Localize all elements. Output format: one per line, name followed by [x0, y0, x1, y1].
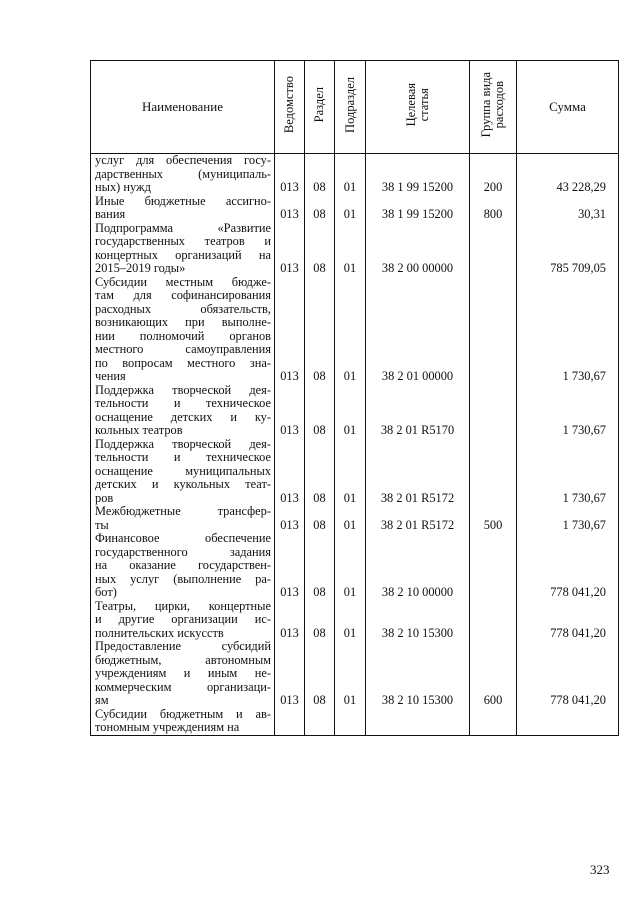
table-row — [91, 532, 619, 600]
row-group: 600 — [470, 640, 517, 708]
row-dept: 013 — [275, 532, 305, 600]
table-header-row — [91, 61, 619, 154]
row-name-line: по вопросам местного зна- — [95, 355, 271, 370]
row-dept: 013 — [275, 600, 305, 641]
row-target: 38 2 01 00000 — [366, 276, 470, 384]
page-number: 323 — [590, 862, 610, 877]
row-subsection — [335, 708, 366, 736]
row-name-line: учреждениям и иным не- — [95, 666, 271, 680]
row-name-line: Поддержка творческой дея- — [95, 382, 271, 397]
row-name — [91, 222, 275, 276]
row-name — [91, 505, 275, 532]
row-subsection: 01 — [335, 600, 366, 641]
header-name: Наименование — [91, 61, 275, 154]
row-name-line: кольных театров — [95, 423, 183, 437]
row-name-line: государственных театров и — [95, 234, 271, 248]
row-dept: 013 — [275, 384, 305, 438]
row-name-line: Субсидии бюджетным и ав- — [95, 706, 271, 721]
row-section: 08 — [305, 222, 335, 276]
row-group: 800 — [470, 195, 517, 222]
table-row — [91, 276, 619, 384]
row-name — [91, 600, 275, 641]
row-target: 38 2 01 R5172 — [366, 438, 470, 506]
row-subsection: 01 — [335, 438, 366, 506]
row-name-line: тельности и техническое — [95, 450, 271, 464]
row-dept: 013 — [275, 195, 305, 222]
row-target: 38 2 01 R5170 — [366, 384, 470, 438]
row-section: 08 — [305, 384, 335, 438]
row-sum: 785 709,05 — [517, 222, 619, 276]
row-group — [470, 600, 517, 641]
row-name-line: государственного задания — [95, 544, 271, 559]
row-section — [305, 708, 335, 736]
row-name-line: Театры, цирки, концертные — [95, 598, 271, 613]
row-name-line: Подпрограмма «Развитие — [95, 220, 271, 235]
table-row — [91, 600, 619, 641]
row-subsection: 01 — [335, 505, 366, 532]
row-sum: 778 041,20 — [517, 600, 619, 641]
row-sum: 778 041,20 — [517, 640, 619, 708]
row-name-line: дарственных (муниципаль- — [95, 166, 271, 181]
row-section: 08 — [305, 438, 335, 506]
row-target: 38 2 00 00000 — [366, 222, 470, 276]
row-sum: 1 730,67 — [517, 276, 619, 384]
row-name-line: ров — [95, 490, 114, 505]
table-row — [91, 384, 619, 438]
row-name-line: Предоставление субсидий — [95, 639, 271, 653]
header-section: Раздел — [305, 61, 335, 154]
row-name-line: возникающих при выполне- — [95, 315, 271, 329]
row-name-line: на оказание государствен- — [95, 558, 271, 572]
row-target: 38 2 10 00000 — [366, 532, 470, 600]
row-name-line: коммерческим организаци- — [95, 679, 271, 694]
row-name-line: концертных организаций на — [95, 247, 271, 262]
row-group — [470, 384, 517, 438]
row-subsection: 01 — [335, 195, 366, 222]
row-section: 08 — [305, 276, 335, 384]
row-dept: 013 — [275, 154, 305, 195]
row-dept: 013 — [275, 505, 305, 532]
row-group: 200 — [470, 154, 517, 195]
row-name-line: полнительских искусств — [95, 625, 224, 640]
row-name-line: местного самоуправления — [95, 342, 271, 356]
row-subsection: 01 — [335, 532, 366, 600]
table-row — [91, 195, 619, 222]
row-name-line: оснащение детских и ку- — [95, 409, 271, 424]
row-target: 38 1 99 15200 — [366, 154, 470, 195]
row-name-line: тономным учреждениям на — [95, 720, 240, 734]
row-name-line: услуг для обеспечения госу- — [95, 153, 271, 167]
row-section: 08 — [305, 195, 335, 222]
row-name-line: нии полномочий органов — [95, 328, 271, 343]
row-subsection: 01 — [335, 154, 366, 195]
row-name — [91, 708, 275, 736]
row-sum: 43 228,29 — [517, 154, 619, 195]
row-dept — [275, 708, 305, 736]
row-name — [91, 532, 275, 600]
row-name-line: ям — [95, 693, 109, 707]
row-target: 38 1 99 15200 — [366, 195, 470, 222]
header-group: Группа вида расходов — [470, 61, 517, 154]
row-name-line: ты — [95, 517, 109, 532]
row-name-line: Субсидии местным бюдже- — [95, 274, 271, 289]
row-name — [91, 640, 275, 708]
row-target: 38 2 10 15300 — [366, 640, 470, 708]
row-section: 08 — [305, 600, 335, 641]
row-subsection: 01 — [335, 384, 366, 438]
row-dept: 013 — [275, 276, 305, 384]
row-group — [470, 222, 517, 276]
row-target — [366, 708, 470, 736]
row-name-line: чения — [95, 369, 126, 383]
header-dept: Ведомство — [275, 61, 305, 154]
row-name-line: Поддержка творческой дея- — [95, 436, 271, 451]
row-name-line: расходных обязательств, — [95, 301, 271, 316]
row-section: 08 — [305, 640, 335, 708]
row-section: 08 — [305, 505, 335, 532]
row-sum: 778 041,20 — [517, 532, 619, 600]
row-name — [91, 384, 275, 438]
row-group — [470, 276, 517, 384]
row-name-line: ных услуг (выполнение ра- — [95, 571, 271, 586]
row-target: 38 2 01 R5172 — [366, 505, 470, 532]
row-name-line: бюджетным, автономным — [95, 652, 271, 667]
row-dept: 013 — [275, 640, 305, 708]
row-name-line: вания — [95, 207, 126, 221]
row-target: 38 2 10 15300 — [366, 600, 470, 641]
header-sum: Сумма — [517, 61, 619, 154]
row-group: 500 — [470, 505, 517, 532]
row-subsection: 01 — [335, 222, 366, 276]
row-name-line: тельности и техническое — [95, 396, 271, 410]
row-subsection: 01 — [335, 640, 366, 708]
row-subsection: 01 — [335, 276, 366, 384]
header-subsection: Подраздел — [335, 61, 366, 154]
row-name-line: Финансовое обеспечение — [95, 531, 271, 545]
row-name-line: Межбюджетные трансфер- — [95, 504, 271, 518]
row-name-line: там для софинансирования — [95, 288, 271, 302]
row-sum: 1 730,67 — [517, 505, 619, 532]
table-row — [91, 438, 619, 506]
row-group — [470, 532, 517, 600]
table-row — [91, 505, 619, 532]
row-name-line: бот) — [95, 585, 117, 599]
row-sum: 30,31 — [517, 195, 619, 222]
row-name — [91, 195, 275, 222]
row-name-line: 2015–2019 годы» — [95, 261, 186, 275]
header-target: Целевая статья — [366, 61, 470, 154]
budget-table — [90, 60, 619, 736]
row-name-line: и другие организации ис- — [95, 612, 271, 626]
row-dept: 013 — [275, 222, 305, 276]
row-group — [470, 438, 517, 506]
row-name — [91, 438, 275, 506]
row-group — [470, 708, 517, 736]
row-name-line: ных) нужд — [95, 180, 151, 194]
row-name-line: оснащение муниципальных — [95, 463, 271, 478]
table-row — [91, 708, 619, 736]
row-dept: 013 — [275, 438, 305, 506]
row-name-line: Иные бюджетные ассигно- — [95, 193, 271, 208]
table-row — [91, 640, 619, 708]
row-sum — [517, 708, 619, 736]
row-sum: 1 730,67 — [517, 438, 619, 506]
row-name — [91, 154, 275, 195]
row-section: 08 — [305, 154, 335, 195]
table-row — [91, 222, 619, 276]
table-row — [91, 154, 619, 195]
row-name — [91, 276, 275, 384]
row-sum: 1 730,67 — [517, 384, 619, 438]
row-section: 08 — [305, 532, 335, 600]
row-name-line: детских и кукольных теат- — [95, 477, 271, 491]
